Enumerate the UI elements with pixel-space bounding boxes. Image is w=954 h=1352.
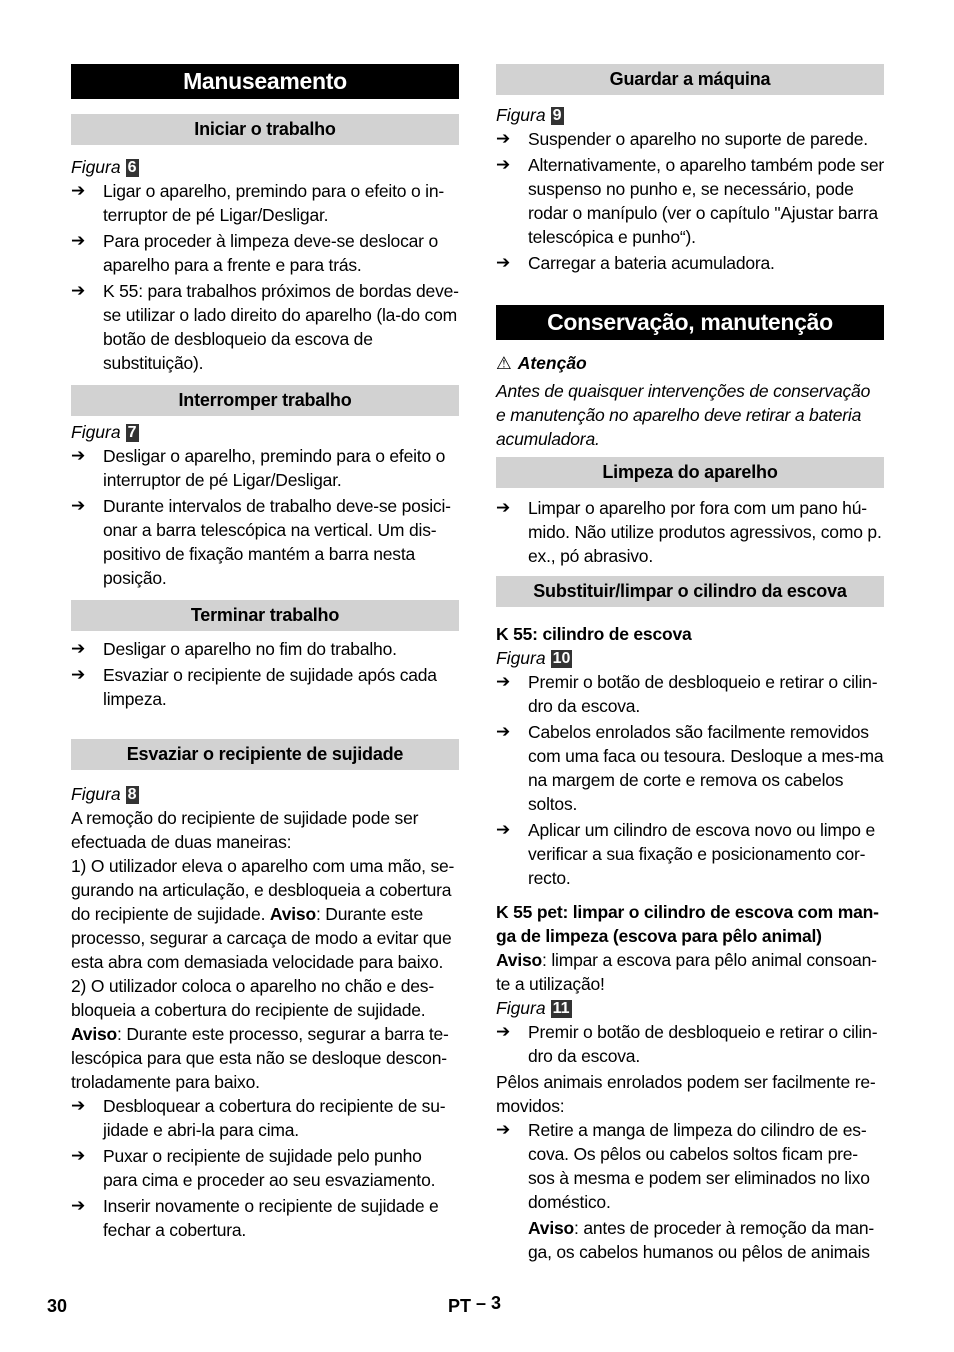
bullet-text: Desbloquear a cobertura do recipiente de su-jidade e abri-la para cima. xyxy=(103,1096,446,1140)
bullet-text: Limpar o aparelho por fora com um pano hú-mido. Não utilize produtos agressivos, como p. ex., pó abrasivo. xyxy=(528,498,882,566)
bullet-text: Alternativamente, o aparelho também pode ser suspenso no punho e, se necessário, pode rodar o manípulo (ver o capítulo "Ajustar barra telescópica e punho“). xyxy=(528,155,884,247)
paragraph-text: 1) O utilizador eleva o aparelho com uma mão, se-gurando na articulação, e desbloqueia a cobertura do recipiente de sujidade. xyxy=(71,856,455,924)
paragraph-with-notice xyxy=(496,948,884,996)
figure-number-badge: 10 xyxy=(552,650,571,667)
bullet-item xyxy=(496,251,884,275)
figure-number-badge: 8 xyxy=(127,786,137,803)
figure-ref-6 xyxy=(71,155,459,179)
bullet-item xyxy=(71,1194,459,1242)
figure-label: Figura xyxy=(71,157,121,177)
left-column xyxy=(71,64,459,1242)
arrow-right-icon: ➔ xyxy=(496,253,511,272)
heading-terminar-trabalho: Terminar trabalho xyxy=(71,600,459,631)
subheading-k55: K 55: cilindro de escova xyxy=(496,624,692,644)
heading-interromper-trabalho: Interromper trabalho xyxy=(71,385,459,416)
aviso-label: Aviso xyxy=(528,1218,575,1238)
lang-code: PT xyxy=(448,1296,472,1316)
bullet-item xyxy=(496,496,884,568)
aviso-label: Aviso xyxy=(71,1024,118,1044)
warning-label: Atenção xyxy=(517,353,587,373)
bullet-item xyxy=(496,127,884,151)
sub-page-number: – 3 xyxy=(476,1293,502,1313)
section-title-manuseamento: Manuseamento xyxy=(71,64,459,99)
arrow-right-icon: ➔ xyxy=(496,498,511,517)
bullet-item xyxy=(71,279,459,375)
figure-ref-10 xyxy=(496,646,884,670)
aviso-text: : antes de proceder à remoção da man-ga, os cabelos humanos ou pêlos de animais xyxy=(528,1218,875,1262)
arrow-right-icon: ➔ xyxy=(496,1120,511,1139)
heading-substituir-cilindro: Substituir/limpar o cilindro da escova xyxy=(496,576,884,607)
bullet-item xyxy=(71,494,459,590)
bullet-text: Desligar o aparelho no fim do trabalho. xyxy=(103,639,397,659)
bullet-item xyxy=(496,1020,884,1068)
aviso-text: : limpar a escova para pêlo animal consoan-te a utilização! xyxy=(496,950,877,994)
bullet-text: Esvaziar o recipiente de sujidade após cada limpeza. xyxy=(103,665,437,709)
figure-label: Figura xyxy=(71,422,121,442)
arrow-right-icon: ➔ xyxy=(71,1096,86,1115)
subheading-k55-pet: K 55 pet: limpar o cilindro de escova com man-ga de limpeza (escova para pêlo animal) xyxy=(496,902,879,946)
bullet-text: Retire a manga de limpeza do cilindro de es-cova. Os pêlos ou cabelos soltos ficam pre-sos à mesma e podem ser eliminados no lixo doméstico. xyxy=(528,1120,870,1212)
aviso-label: Aviso xyxy=(496,950,543,970)
arrow-right-icon: ➔ xyxy=(71,1196,86,1215)
bullet-text: Cabelos enrolados são facilmente removidos com uma faca ou tesoura. Desloque a mes-ma na margem de corte e remova os cabelos soltos. xyxy=(528,722,884,814)
bullet-item xyxy=(71,1144,459,1192)
aviso-text: : Durante este processo, segurar a carcaça de modo a evitar que esta abra com demasiada velocidade para baixo. xyxy=(71,904,452,972)
figure-number-badge: 7 xyxy=(127,424,137,441)
aviso-label: Aviso xyxy=(269,904,316,924)
figure-label: Figura xyxy=(496,998,546,1018)
bullet-item xyxy=(496,670,884,718)
bullet-text: Aplicar um cilindro de escova novo ou limpo e verificar a sua fixação e posicionamento cor-recto. xyxy=(528,820,876,888)
arrow-right-icon: ➔ xyxy=(496,129,511,148)
figure-number-badge: 9 xyxy=(552,107,562,124)
bullet-text: Puxar o recipiente de sujidade pelo punho para cima e proceder ao seu esvaziamento. xyxy=(103,1146,436,1190)
bullet-item xyxy=(71,663,459,711)
bullet-item xyxy=(71,179,459,227)
bullet-item xyxy=(496,720,884,816)
warning-triangle-icon: ⚠ xyxy=(496,353,512,373)
arrow-right-icon: ➔ xyxy=(496,155,511,174)
arrow-right-icon: ➔ xyxy=(496,672,511,691)
warning-text: Antes de quaisquer intervenções de conservação e manutenção no aparelho deve retirar a bateria acumuladora. xyxy=(496,381,871,449)
arrow-right-icon: ➔ xyxy=(71,281,86,300)
page-number: 30 xyxy=(47,1296,68,1316)
arrow-right-icon: ➔ xyxy=(496,1022,511,1041)
arrow-right-icon: ➔ xyxy=(71,665,86,684)
heading-esvaziar-recipiente: Esvaziar o recipiente de sujidade xyxy=(71,739,459,770)
aviso-text: : Durante este processo, segurar a barra te-lescópica para que esta não se desloque descon-troladamente para baixo. xyxy=(71,1024,449,1092)
arrow-right-icon: ➔ xyxy=(71,231,86,250)
figure-ref-7 xyxy=(71,420,459,444)
bullet-text: Carregar a bateria acumuladora. xyxy=(528,253,775,273)
bullet-item xyxy=(496,153,884,249)
section-title-conservacao: Conservação, manutenção xyxy=(496,305,884,340)
bullet-text: Premir o botão de desbloqueio e retirar o cilin-dro da escova. xyxy=(528,1022,878,1066)
bullet-item xyxy=(71,637,459,661)
paragraph: A remoção do recipiente de sujidade pode ser efectuada de duas maneiras: xyxy=(71,808,419,852)
arrow-right-icon: ➔ xyxy=(71,181,86,200)
arrow-right-icon: ➔ xyxy=(71,1146,86,1165)
bullet-text: Premir o botão de desbloqueio e retirar o cilin-dro da escova. xyxy=(528,672,878,716)
arrow-right-icon: ➔ xyxy=(71,496,86,515)
paragraph-with-notice xyxy=(71,854,459,974)
heading-limpeza-aparelho: Limpeza do aparelho xyxy=(496,457,884,488)
figure-number-badge: 11 xyxy=(552,1000,570,1017)
bullet-text: Desligar o aparelho, premindo para o efeito o interruptor de pé Ligar/Desligar. xyxy=(103,446,446,490)
heading-iniciar-trabalho: Iniciar o trabalho xyxy=(71,114,459,145)
paragraph-with-notice xyxy=(496,1216,884,1264)
heading-guardar-maquina: Guardar a máquina xyxy=(496,64,884,95)
figure-ref-8 xyxy=(71,782,459,806)
footer-lang-code xyxy=(448,1293,502,1317)
paragraph: 2) O utilizador coloca o aparelho no chão e des-bloqueia a cobertura do recipiente de sujidade. xyxy=(71,976,434,1020)
bullet-item xyxy=(496,1118,884,1214)
arrow-right-icon: ➔ xyxy=(496,820,511,839)
paragraph: Pêlos animais enrolados podem ser facilmente re-movidos: xyxy=(496,1072,876,1116)
warning-heading xyxy=(496,351,884,375)
bullet-item xyxy=(496,818,884,890)
bullet-text: Ligar o aparelho, premindo para o efeito o in-terruptor de pé Ligar/Desligar. xyxy=(103,181,445,225)
arrow-right-icon: ➔ xyxy=(71,639,86,658)
bullet-text: Para proceder à limpeza deve-se deslocar o aparelho para a frente e para trás. xyxy=(103,231,438,275)
arrow-right-icon: ➔ xyxy=(496,722,511,741)
right-column xyxy=(496,64,884,1264)
figure-ref-11 xyxy=(496,996,884,1020)
bullet-item xyxy=(71,1094,459,1142)
bullet-text: Inserir novamente o recipiente de sujidade e fechar a cobertura. xyxy=(103,1196,439,1240)
bullet-text: K 55: para trabalhos próximos de bordas deve-se utilizar o lado direito do aparelho (la-do com botão de desbloqueio da escova de substituição). xyxy=(103,281,459,373)
bullet-text: Suspender o aparelho no suporte de parede. xyxy=(528,129,868,149)
bullet-text: Durante intervalos de trabalho deve-se posici-onar a barra telescópica na vertical. Um dis-positivo de fixação mantém a barra nesta posição. xyxy=(103,496,451,588)
arrow-right-icon: ➔ xyxy=(71,446,86,465)
figure-ref-9 xyxy=(496,103,884,127)
figure-label: Figura xyxy=(496,105,546,125)
bullet-item xyxy=(71,229,459,277)
figure-label: Figura xyxy=(496,648,546,668)
figure-number-badge: 6 xyxy=(127,159,137,176)
figure-label: Figura xyxy=(71,784,121,804)
bullet-item xyxy=(71,444,459,492)
paragraph-with-notice xyxy=(71,1022,459,1094)
